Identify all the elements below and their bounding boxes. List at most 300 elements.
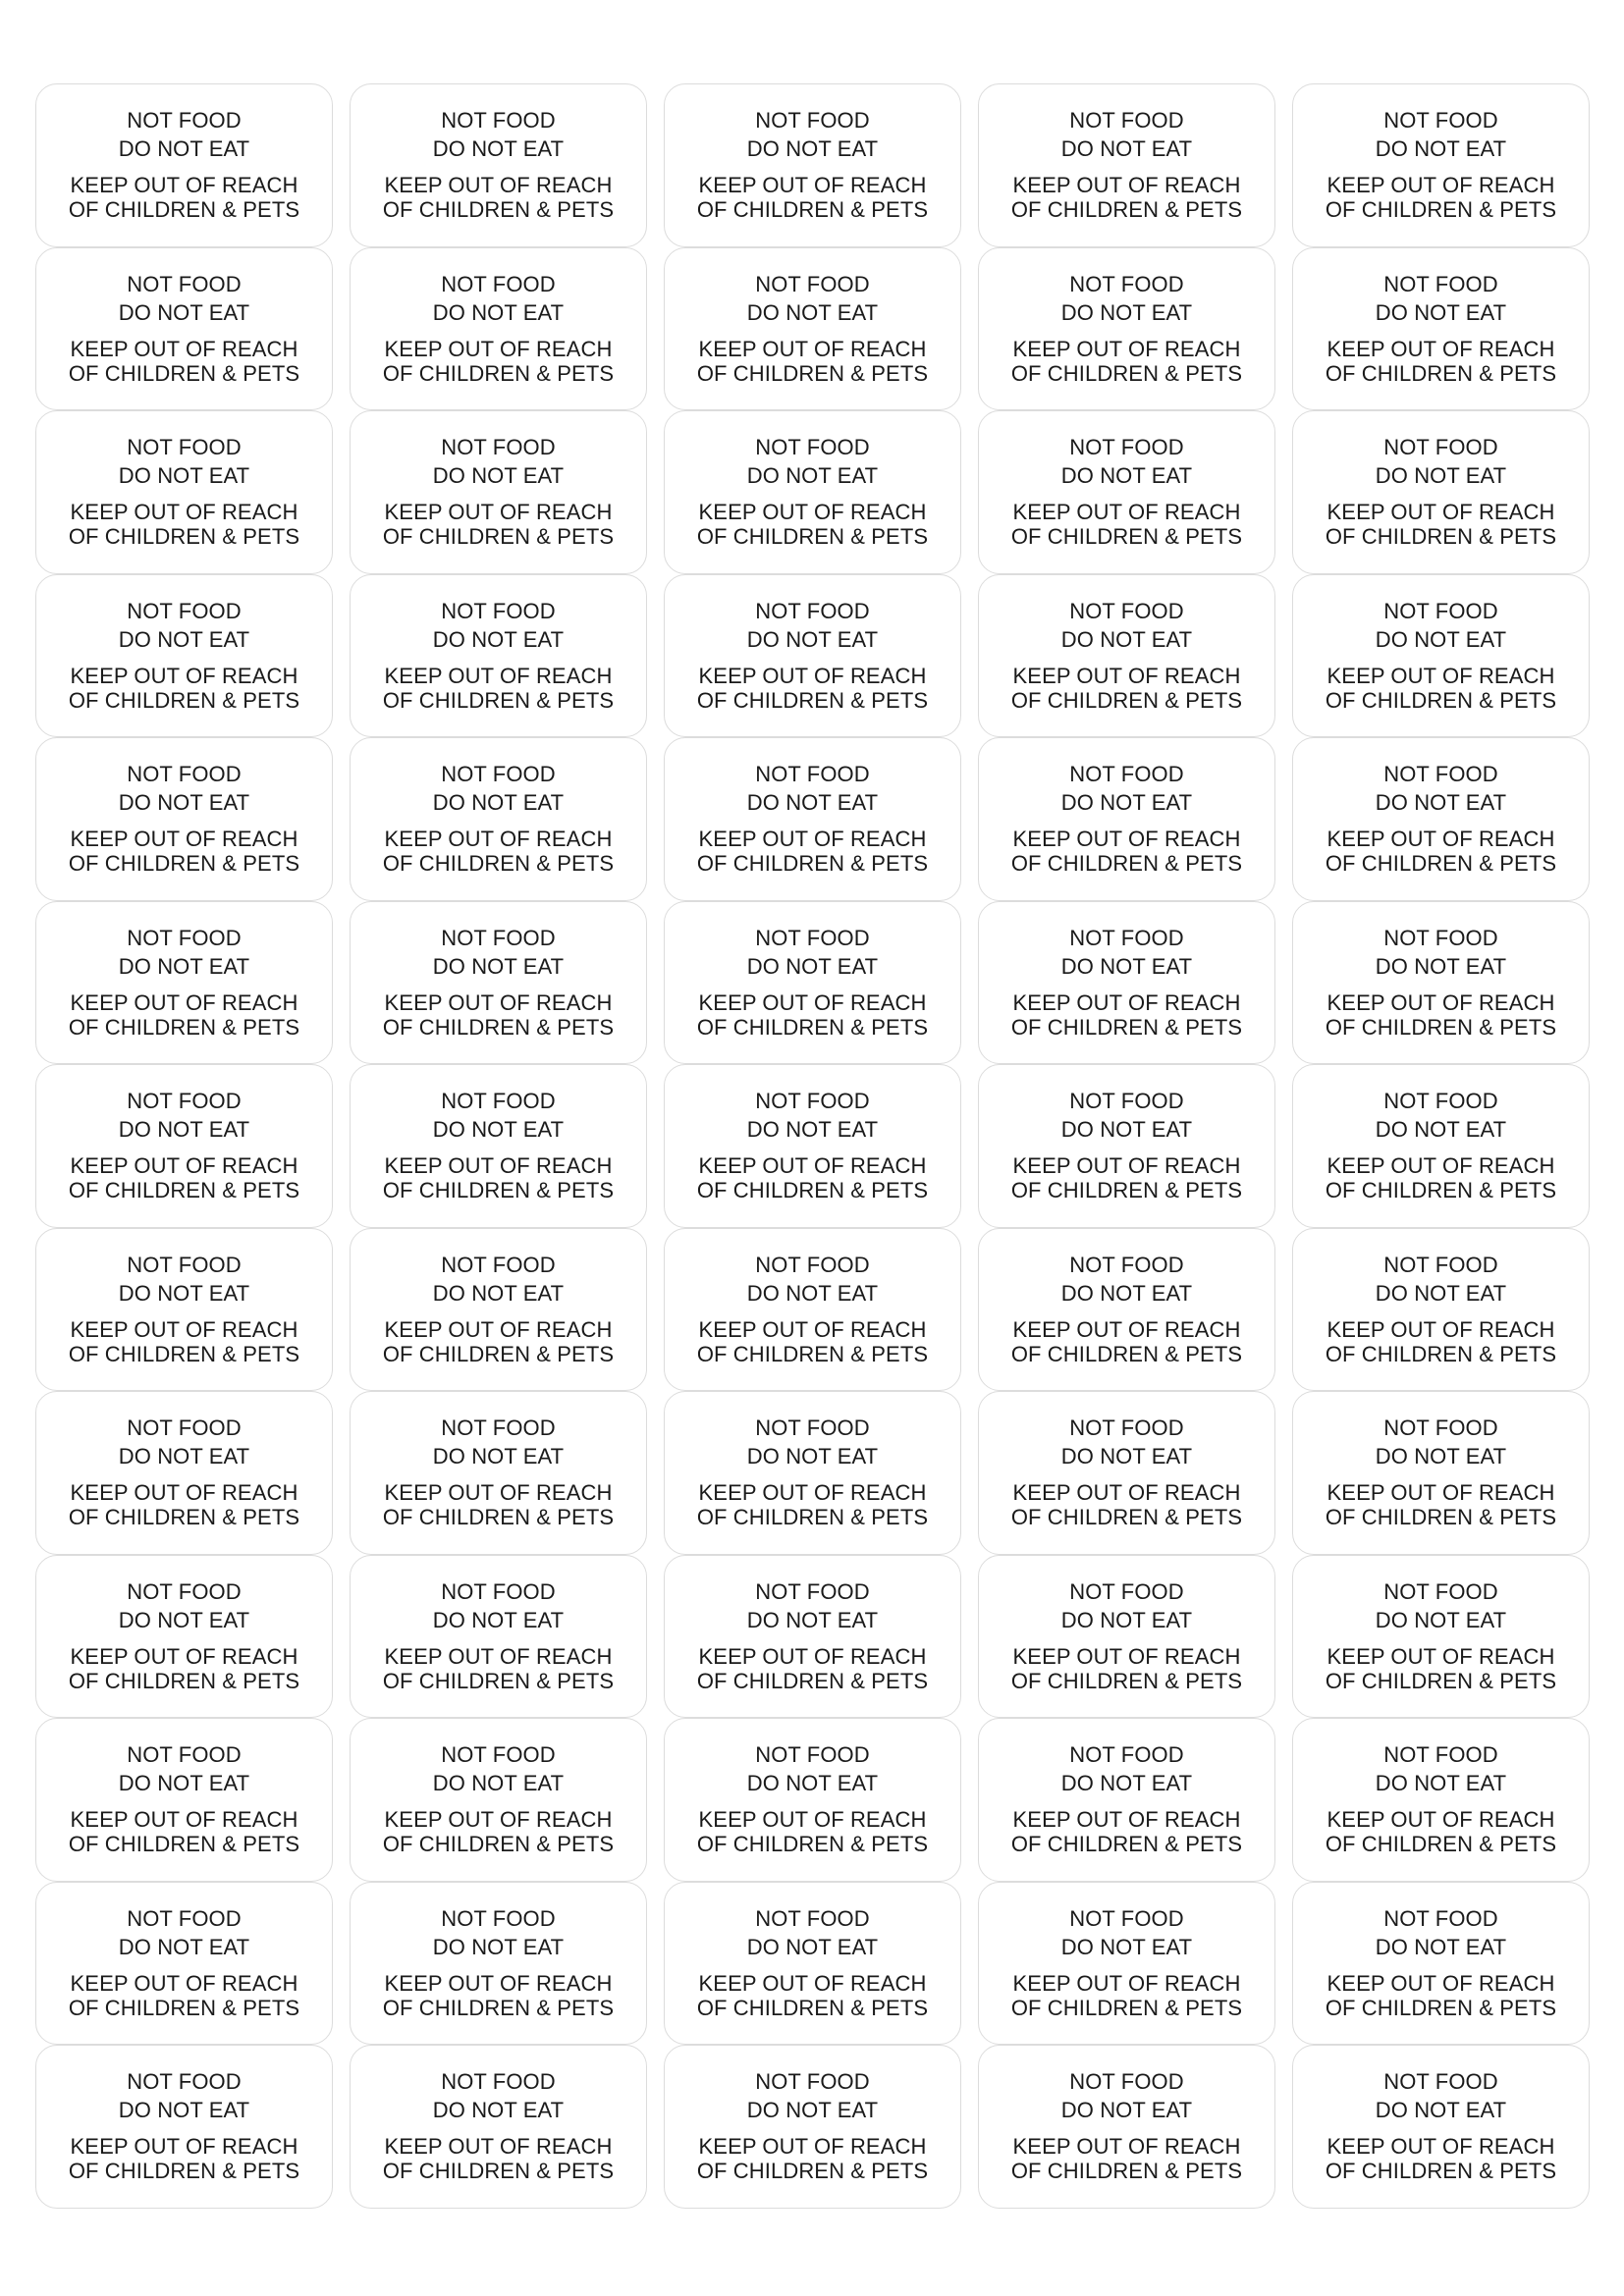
- not-food-text: NOT FOOD: [441, 1578, 556, 1604]
- children-pets-text: OF CHILDREN & PETS: [382, 851, 615, 877]
- not-food-text: NOT FOOD: [755, 762, 870, 787]
- children-pets-text: OF CHILDREN & PETS: [68, 197, 300, 223]
- children-pets-text: OF CHILDREN & PETS: [1010, 1014, 1243, 1040]
- not-food-text: NOT FOOD: [441, 762, 556, 787]
- do-not-eat-text: DO NOT EAT: [1375, 1771, 1507, 1796]
- keep-out-text: KEEP OUT OF REACH: [384, 989, 613, 1015]
- label-warning: [1011, 827, 1242, 876]
- children-pets-text: OF CHILDREN & PETS: [68, 2159, 300, 2184]
- not-food-text: NOT FOOD: [1069, 108, 1184, 133]
- label-header: [119, 270, 249, 327]
- label-header: [119, 1251, 249, 1308]
- label-header: [433, 433, 564, 490]
- children-pets-text: OF CHILDREN & PETS: [696, 687, 929, 713]
- keep-out-text: KEEP OUT OF REACH: [384, 1643, 613, 1669]
- do-not-eat-text: DO NOT EAT: [432, 1117, 565, 1143]
- do-not-eat-text: DO NOT EAT: [1375, 2098, 1507, 2123]
- label-warning: [697, 1480, 928, 1529]
- warning-label: [664, 247, 961, 411]
- label-header: [1061, 760, 1192, 817]
- children-pets-text: OF CHILDREN & PETS: [1325, 851, 1557, 877]
- not-food-text: NOT FOOD: [1069, 435, 1184, 460]
- label-warning: [1011, 990, 1242, 1040]
- keep-out-text: KEEP OUT OF REACH: [384, 1153, 613, 1179]
- do-not-eat-text: DO NOT EAT: [1375, 463, 1507, 489]
- warning-label: [1292, 574, 1590, 738]
- children-pets-text: OF CHILDREN & PETS: [696, 1505, 929, 1530]
- warning-label: [35, 410, 333, 574]
- label-header: [119, 1414, 249, 1470]
- label-header: [747, 433, 878, 490]
- label-header: [1061, 1251, 1192, 1308]
- children-pets-text: OF CHILDREN & PETS: [68, 524, 300, 550]
- label-warning: [697, 500, 928, 549]
- label-header: [1061, 1904, 1192, 1961]
- not-food-text: NOT FOOD: [127, 762, 242, 787]
- children-pets-text: OF CHILDREN & PETS: [1010, 1995, 1243, 2020]
- do-not-eat-text: DO NOT EAT: [432, 1771, 565, 1796]
- label-warning: [1011, 1317, 1242, 1366]
- warning-label: [350, 1228, 647, 1392]
- label-header: [433, 924, 564, 981]
- do-not-eat-text: DO NOT EAT: [118, 626, 250, 652]
- label-warning: [69, 2134, 299, 2183]
- keep-out-text: KEEP OUT OF REACH: [1326, 336, 1555, 361]
- do-not-eat-text: DO NOT EAT: [1060, 626, 1193, 652]
- warning-label: [350, 1882, 647, 2046]
- not-food-text: NOT FOOD: [1383, 1905, 1498, 1931]
- do-not-eat-text: DO NOT EAT: [432, 953, 565, 979]
- not-food-text: NOT FOOD: [1069, 1578, 1184, 1604]
- label-warning: [383, 173, 614, 222]
- keep-out-text: KEEP OUT OF REACH: [1326, 663, 1555, 688]
- label-header: [433, 760, 564, 817]
- label-warning: [69, 500, 299, 549]
- do-not-eat-text: DO NOT EAT: [746, 136, 879, 162]
- label-warning: [1011, 337, 1242, 386]
- keep-out-text: KEEP OUT OF REACH: [384, 1807, 613, 1833]
- do-not-eat-text: DO NOT EAT: [432, 1280, 565, 1306]
- label-warning: [69, 1807, 299, 1856]
- warning-label: [350, 1064, 647, 1228]
- label-header: [433, 1087, 564, 1144]
- children-pets-text: OF CHILDREN & PETS: [1325, 524, 1557, 550]
- label-warning: [69, 173, 299, 222]
- warning-label: [978, 574, 1275, 738]
- label-warning: [697, 1644, 928, 1693]
- do-not-eat-text: DO NOT EAT: [432, 463, 565, 489]
- children-pets-text: OF CHILDREN & PETS: [1010, 1178, 1243, 1203]
- label-warning: [69, 337, 299, 386]
- not-food-text: NOT FOOD: [755, 435, 870, 460]
- not-food-text: NOT FOOD: [1383, 2069, 1498, 2095]
- not-food-text: NOT FOOD: [1383, 1415, 1498, 1441]
- warning-label: [35, 1555, 333, 1719]
- children-pets-text: OF CHILDREN & PETS: [1325, 1178, 1557, 1203]
- label-header: [747, 1414, 878, 1470]
- warning-label: [1292, 1064, 1590, 1228]
- not-food-text: NOT FOOD: [1383, 925, 1498, 950]
- label-header: [1376, 1577, 1506, 1634]
- children-pets-text: OF CHILDREN & PETS: [696, 197, 929, 223]
- do-not-eat-text: DO NOT EAT: [1375, 626, 1507, 652]
- children-pets-text: OF CHILDREN & PETS: [382, 1832, 615, 1857]
- children-pets-text: OF CHILDREN & PETS: [696, 1995, 929, 2020]
- not-food-text: NOT FOOD: [127, 1905, 242, 1931]
- not-food-text: NOT FOOD: [1383, 1742, 1498, 1768]
- children-pets-text: OF CHILDREN & PETS: [1010, 1832, 1243, 1857]
- label-header: [1376, 2067, 1506, 2124]
- warning-label: [35, 247, 333, 411]
- children-pets-text: OF CHILDREN & PETS: [696, 1341, 929, 1366]
- do-not-eat-text: DO NOT EAT: [1375, 136, 1507, 162]
- do-not-eat-text: DO NOT EAT: [1060, 136, 1193, 162]
- do-not-eat-text: DO NOT EAT: [1375, 1280, 1507, 1306]
- not-food-text: NOT FOOD: [1069, 271, 1184, 296]
- label-header: [1061, 270, 1192, 327]
- not-food-text: NOT FOOD: [127, 271, 242, 296]
- label-warning: [383, 2134, 614, 2183]
- children-pets-text: OF CHILDREN & PETS: [68, 1668, 300, 1693]
- do-not-eat-text: DO NOT EAT: [432, 790, 565, 816]
- keep-out-text: KEEP OUT OF REACH: [698, 500, 927, 525]
- not-food-text: NOT FOOD: [1383, 271, 1498, 296]
- keep-out-text: KEEP OUT OF REACH: [1012, 500, 1241, 525]
- label-header: [1376, 924, 1506, 981]
- do-not-eat-text: DO NOT EAT: [118, 1771, 250, 1796]
- warning-label: [664, 901, 961, 1065]
- children-pets-text: OF CHILDREN & PETS: [1325, 1668, 1557, 1693]
- do-not-eat-text: DO NOT EAT: [1060, 299, 1193, 325]
- do-not-eat-text: DO NOT EAT: [118, 790, 250, 816]
- label-header: [1061, 1087, 1192, 1144]
- warning-label: [1292, 1882, 1590, 2046]
- label-header: [433, 1414, 564, 1470]
- children-pets-text: OF CHILDREN & PETS: [382, 197, 615, 223]
- do-not-eat-text: DO NOT EAT: [118, 1117, 250, 1143]
- warning-label: [664, 410, 961, 574]
- label-warning: [1326, 1480, 1556, 1529]
- warning-label: [978, 1228, 1275, 1392]
- warning-label: [978, 83, 1275, 247]
- keep-out-text: KEEP OUT OF REACH: [1326, 989, 1555, 1015]
- label-header: [1376, 1251, 1506, 1308]
- keep-out-text: KEEP OUT OF REACH: [384, 1316, 613, 1342]
- keep-out-text: KEEP OUT OF REACH: [70, 663, 298, 688]
- keep-out-text: KEEP OUT OF REACH: [698, 1807, 927, 1833]
- label-header: [747, 760, 878, 817]
- not-food-text: NOT FOOD: [127, 1089, 242, 1114]
- label-header: [1061, 1577, 1192, 1634]
- warning-label: [978, 901, 1275, 1065]
- label-warning: [69, 1644, 299, 1693]
- keep-out-text: KEEP OUT OF REACH: [1012, 663, 1241, 688]
- not-food-text: NOT FOOD: [1069, 1089, 1184, 1114]
- label-header: [1376, 1414, 1506, 1470]
- not-food-text: NOT FOOD: [1069, 598, 1184, 623]
- not-food-text: NOT FOOD: [755, 108, 870, 133]
- label-warning: [69, 1480, 299, 1529]
- do-not-eat-text: DO NOT EAT: [746, 953, 879, 979]
- label-warning: [697, 1153, 928, 1202]
- do-not-eat-text: DO NOT EAT: [118, 1934, 250, 1959]
- label-header: [747, 1087, 878, 1144]
- label-warning: [697, 664, 928, 713]
- keep-out-text: KEEP OUT OF REACH: [698, 1316, 927, 1342]
- label-warning: [697, 990, 928, 1040]
- keep-out-text: KEEP OUT OF REACH: [70, 1807, 298, 1833]
- label-warning: [1326, 827, 1556, 876]
- not-food-text: NOT FOOD: [1069, 2069, 1184, 2095]
- children-pets-text: OF CHILDREN & PETS: [1325, 687, 1557, 713]
- label-header: [119, 2067, 249, 2124]
- warning-label: [350, 574, 647, 738]
- label-warning: [383, 1644, 614, 1693]
- children-pets-text: OF CHILDREN & PETS: [68, 1832, 300, 1857]
- label-header: [119, 1577, 249, 1634]
- not-food-text: NOT FOOD: [755, 271, 870, 296]
- label-header: [433, 1251, 564, 1308]
- warning-label: [350, 1718, 647, 1882]
- children-pets-text: OF CHILDREN & PETS: [68, 1014, 300, 1040]
- warning-label: [1292, 1718, 1590, 1882]
- label-warning: [69, 1317, 299, 1366]
- do-not-eat-text: DO NOT EAT: [432, 626, 565, 652]
- warning-label: [1292, 901, 1590, 1065]
- keep-out-text: KEEP OUT OF REACH: [1012, 173, 1241, 198]
- label-warning: [697, 1317, 928, 1366]
- warning-label: [350, 737, 647, 901]
- warning-label: [1292, 410, 1590, 574]
- keep-out-text: KEEP OUT OF REACH: [1012, 1316, 1241, 1342]
- children-pets-text: OF CHILDREN & PETS: [696, 1014, 929, 1040]
- keep-out-text: KEEP OUT OF REACH: [1326, 1643, 1555, 1669]
- label-warning: [1011, 1153, 1242, 1202]
- do-not-eat-text: DO NOT EAT: [1060, 1444, 1193, 1469]
- not-food-text: NOT FOOD: [441, 598, 556, 623]
- warning-label: [1292, 1391, 1590, 1555]
- do-not-eat-text: DO NOT EAT: [746, 790, 879, 816]
- keep-out-text: KEEP OUT OF REACH: [1012, 336, 1241, 361]
- label-header: [119, 597, 249, 654]
- not-food-text: NOT FOOD: [441, 1415, 556, 1441]
- do-not-eat-text: DO NOT EAT: [118, 953, 250, 979]
- warning-label: [35, 574, 333, 738]
- children-pets-text: OF CHILDREN & PETS: [382, 1505, 615, 1530]
- label-header: [119, 1904, 249, 1961]
- keep-out-text: KEEP OUT OF REACH: [70, 1643, 298, 1669]
- keep-out-text: KEEP OUT OF REACH: [1326, 500, 1555, 525]
- label-warning: [1326, 2134, 1556, 2183]
- do-not-eat-text: DO NOT EAT: [746, 1934, 879, 1959]
- keep-out-text: KEEP OUT OF REACH: [384, 1970, 613, 1996]
- label-warning: [383, 1317, 614, 1366]
- warning-label: [350, 2045, 647, 2209]
- warning-label: [978, 1064, 1275, 1228]
- label-header: [119, 433, 249, 490]
- keep-out-text: KEEP OUT OF REACH: [1326, 1970, 1555, 1996]
- keep-out-text: KEEP OUT OF REACH: [70, 336, 298, 361]
- label-warning: [69, 1153, 299, 1202]
- label-warning: [697, 1807, 928, 1856]
- label-header: [1061, 597, 1192, 654]
- keep-out-text: KEEP OUT OF REACH: [70, 1153, 298, 1179]
- children-pets-text: OF CHILDREN & PETS: [696, 360, 929, 386]
- not-food-text: NOT FOOD: [755, 1578, 870, 1604]
- keep-out-text: KEEP OUT OF REACH: [70, 1480, 298, 1506]
- label-header: [1376, 1904, 1506, 1961]
- do-not-eat-text: DO NOT EAT: [118, 1444, 250, 1469]
- label-warning: [1011, 1644, 1242, 1693]
- do-not-eat-text: DO NOT EAT: [118, 299, 250, 325]
- label-header: [747, 270, 878, 327]
- do-not-eat-text: DO NOT EAT: [1060, 2098, 1193, 2123]
- label-header: [119, 106, 249, 163]
- children-pets-text: OF CHILDREN & PETS: [1325, 1832, 1557, 1857]
- children-pets-text: OF CHILDREN & PETS: [1325, 2159, 1557, 2184]
- children-pets-text: OF CHILDREN & PETS: [382, 2159, 615, 2184]
- keep-out-text: KEEP OUT OF REACH: [698, 663, 927, 688]
- do-not-eat-text: DO NOT EAT: [1060, 1771, 1193, 1796]
- label-warning: [69, 664, 299, 713]
- warning-label: [978, 1882, 1275, 2046]
- label-warning: [697, 173, 928, 222]
- label-header: [1376, 270, 1506, 327]
- warning-label: [1292, 83, 1590, 247]
- not-food-text: NOT FOOD: [1069, 925, 1184, 950]
- children-pets-text: OF CHILDREN & PETS: [1010, 851, 1243, 877]
- label-warning: [1011, 173, 1242, 222]
- keep-out-text: KEEP OUT OF REACH: [70, 1970, 298, 1996]
- keep-out-text: KEEP OUT OF REACH: [384, 663, 613, 688]
- warning-label: [664, 2045, 961, 2209]
- children-pets-text: OF CHILDREN & PETS: [696, 1668, 929, 1693]
- warning-label: [35, 1882, 333, 2046]
- label-warning: [1011, 1807, 1242, 1856]
- children-pets-text: OF CHILDREN & PETS: [382, 1341, 615, 1366]
- not-food-text: NOT FOOD: [1383, 1089, 1498, 1114]
- keep-out-text: KEEP OUT OF REACH: [1012, 1807, 1241, 1833]
- keep-out-text: KEEP OUT OF REACH: [1012, 827, 1241, 852]
- children-pets-text: OF CHILDREN & PETS: [68, 1341, 300, 1366]
- keep-out-text: KEEP OUT OF REACH: [70, 500, 298, 525]
- warning-label: [1292, 1555, 1590, 1719]
- label-warning: [383, 827, 614, 876]
- warning-label: [664, 1718, 961, 1882]
- children-pets-text: OF CHILDREN & PETS: [1010, 524, 1243, 550]
- do-not-eat-text: DO NOT EAT: [746, 463, 879, 489]
- not-food-text: NOT FOOD: [1069, 1905, 1184, 1931]
- label-warning: [1011, 1480, 1242, 1529]
- label-warning: [697, 337, 928, 386]
- warning-label: [35, 737, 333, 901]
- warning-label: [664, 83, 961, 247]
- children-pets-text: OF CHILDREN & PETS: [1325, 360, 1557, 386]
- label-warning: [1011, 500, 1242, 549]
- label-header: [433, 106, 564, 163]
- children-pets-text: OF CHILDREN & PETS: [696, 2159, 929, 2184]
- do-not-eat-text: DO NOT EAT: [432, 136, 565, 162]
- do-not-eat-text: DO NOT EAT: [746, 2098, 879, 2123]
- warning-label: [664, 574, 961, 738]
- label-warning: [1326, 337, 1556, 386]
- label-warning: [1326, 1807, 1556, 1856]
- label-warning: [1326, 990, 1556, 1040]
- do-not-eat-text: DO NOT EAT: [118, 2098, 250, 2123]
- do-not-eat-text: DO NOT EAT: [746, 1444, 879, 1469]
- do-not-eat-text: DO NOT EAT: [118, 463, 250, 489]
- warning-label: [35, 1391, 333, 1555]
- do-not-eat-text: DO NOT EAT: [1060, 1117, 1193, 1143]
- keep-out-text: KEEP OUT OF REACH: [384, 2134, 613, 2160]
- label-header: [433, 1577, 564, 1634]
- label-header: [1061, 1414, 1192, 1470]
- do-not-eat-text: DO NOT EAT: [118, 1280, 250, 1306]
- keep-out-text: KEEP OUT OF REACH: [698, 173, 927, 198]
- warning-label: [35, 901, 333, 1065]
- warning-label: [1292, 2045, 1590, 2209]
- warning-label: [664, 1228, 961, 1392]
- children-pets-text: OF CHILDREN & PETS: [1010, 197, 1243, 223]
- label-warning: [69, 827, 299, 876]
- label-header: [1061, 106, 1192, 163]
- children-pets-text: OF CHILDREN & PETS: [1325, 1995, 1557, 2020]
- label-warning: [697, 827, 928, 876]
- label-header: [747, 106, 878, 163]
- do-not-eat-text: DO NOT EAT: [1375, 1117, 1507, 1143]
- label-header: [747, 1740, 878, 1797]
- label-warning: [1326, 1153, 1556, 1202]
- label-header: [1376, 1740, 1506, 1797]
- warning-label: [1292, 1228, 1590, 1392]
- not-food-text: NOT FOOD: [1069, 1742, 1184, 1768]
- warning-label: [664, 1064, 961, 1228]
- children-pets-text: OF CHILDREN & PETS: [1010, 687, 1243, 713]
- label-header: [1376, 1087, 1506, 1144]
- label-warning: [1326, 664, 1556, 713]
- not-food-text: NOT FOOD: [127, 2069, 242, 2095]
- not-food-text: NOT FOOD: [755, 1415, 870, 1441]
- keep-out-text: KEEP OUT OF REACH: [1326, 1480, 1555, 1506]
- not-food-text: NOT FOOD: [441, 271, 556, 296]
- keep-out-text: KEEP OUT OF REACH: [384, 173, 613, 198]
- not-food-text: NOT FOOD: [441, 2069, 556, 2095]
- not-food-text: NOT FOOD: [755, 1905, 870, 1931]
- keep-out-text: KEEP OUT OF REACH: [384, 1480, 613, 1506]
- keep-out-text: KEEP OUT OF REACH: [1012, 1643, 1241, 1669]
- warning-label: [35, 1064, 333, 1228]
- warning-label: [664, 737, 961, 901]
- children-pets-text: OF CHILDREN & PETS: [696, 1178, 929, 1203]
- children-pets-text: OF CHILDREN & PETS: [68, 687, 300, 713]
- warning-label: [35, 2045, 333, 2209]
- not-food-text: NOT FOOD: [1383, 1578, 1498, 1604]
- label-warning: [1011, 1971, 1242, 2020]
- children-pets-text: OF CHILDREN & PETS: [1010, 1341, 1243, 1366]
- warning-label: [35, 1228, 333, 1392]
- children-pets-text: OF CHILDREN & PETS: [1325, 1014, 1557, 1040]
- not-food-text: NOT FOOD: [1383, 435, 1498, 460]
- do-not-eat-text: DO NOT EAT: [1060, 953, 1193, 979]
- children-pets-text: OF CHILDREN & PETS: [1010, 360, 1243, 386]
- children-pets-text: OF CHILDREN & PETS: [1010, 2159, 1243, 2184]
- do-not-eat-text: DO NOT EAT: [746, 626, 879, 652]
- children-pets-text: OF CHILDREN & PETS: [696, 524, 929, 550]
- do-not-eat-text: DO NOT EAT: [1060, 463, 1193, 489]
- not-food-text: NOT FOOD: [755, 598, 870, 623]
- children-pets-text: OF CHILDREN & PETS: [696, 1832, 929, 1857]
- do-not-eat-text: DO NOT EAT: [746, 1117, 879, 1143]
